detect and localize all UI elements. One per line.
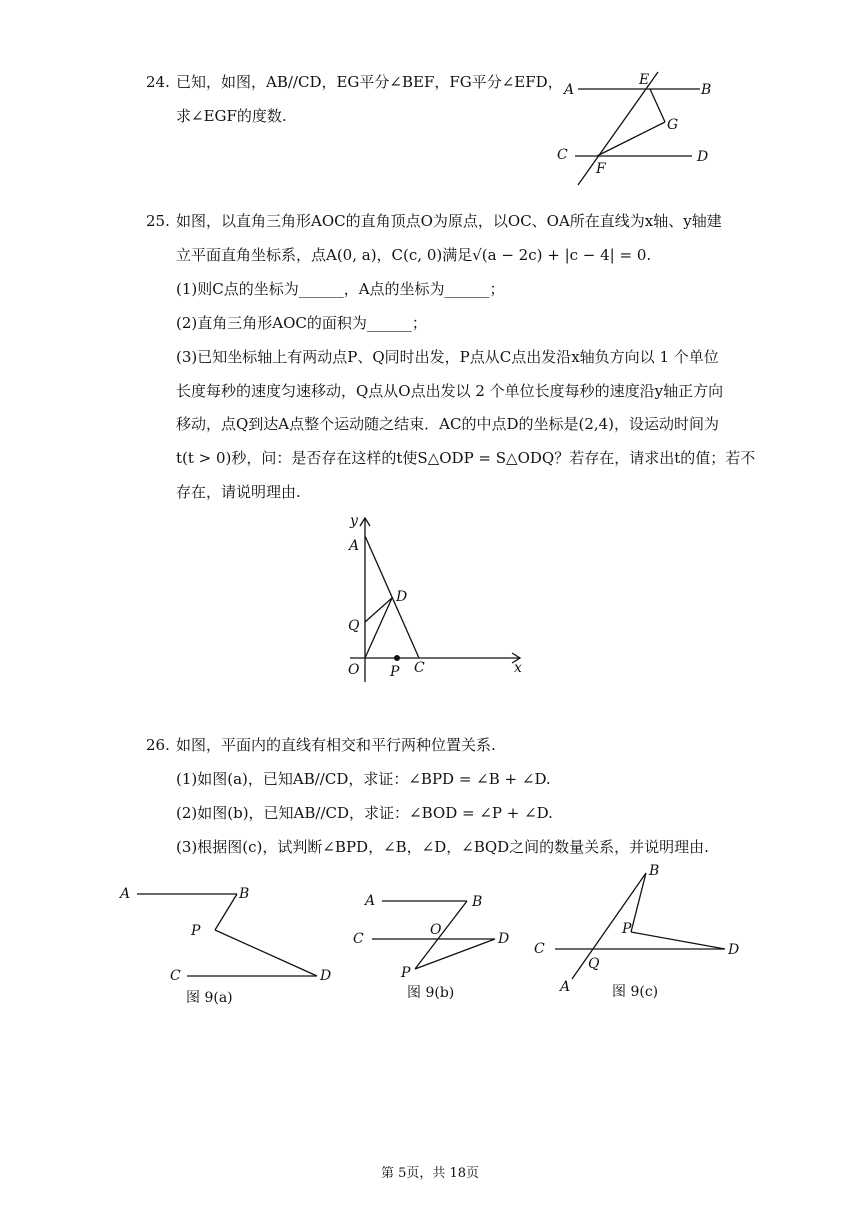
fig9b-caption: 图 9(b): [407, 985, 455, 1001]
fig9b-label-B: B: [472, 894, 483, 910]
fig9c-caption: 图 9(c): [612, 984, 659, 1000]
fig9a-label-B: B: [239, 886, 250, 902]
q26-number: 26.: [146, 736, 170, 754]
q26-part3: (3)根据图(c)，试判断∠BPD，∠B，∠D，∠BQD之间的数量关系，并说明理由.: [176, 838, 709, 856]
fig24-label-D: D: [697, 149, 709, 165]
q25-part3-line4: t(t > 0)秒，问：是否存在这样的t使S△ODP = S△ODQ？若存在，请求出t的值；若不: [176, 449, 756, 467]
fig9c-label-Q: Q: [588, 956, 600, 972]
fig25-label-D: D: [396, 589, 408, 605]
fig9b-label-C: C: [353, 931, 364, 947]
fig9a-label-A: A: [120, 886, 131, 902]
q26-part2: (2)如图(b)，已知AB//CD，求证：∠BOD = ∠P + ∠D.: [176, 804, 553, 822]
figure-24: [550, 70, 720, 190]
fig9c-label-C: C: [534, 941, 545, 957]
q25-line2: 立平面直角坐标系，点A(0, a)，C(c, 0)满足√(a − 2c) + |c − 4| = 0.: [176, 246, 652, 264]
fig24-label-A: A: [564, 82, 575, 98]
fig25-label-y: y: [350, 513, 358, 529]
fig9a-label-P: P: [191, 923, 201, 939]
q25-part3-line2: 长度每秒的速度匀速移动，Q点从O点出发以 2 个单位长度每秒的速度沿y轴正方向: [176, 382, 724, 400]
fig24-label-F: F: [596, 161, 606, 177]
q25-part3-line3: 移动，点Q到达A点整个运动随之结束．AC的中点D的坐标是(2,4)，设运动时间为: [176, 415, 720, 433]
fig25-label-O: O: [348, 662, 360, 678]
q24-line2: 求∠EGF的度数.: [176, 107, 287, 125]
fig9c-label-P: P: [622, 921, 632, 937]
fig9a-caption: 图 9(a): [186, 990, 233, 1006]
fig25-label-C: C: [414, 660, 425, 676]
fig9b-label-P: P: [401, 965, 411, 981]
fig9a-label-D: D: [320, 968, 332, 984]
fig24-label-B: B: [701, 82, 712, 98]
q24-line1: 已知，如图，AB//CD，EG平分∠BEF，FG平分∠EFD，: [176, 73, 563, 91]
fig9b-label-O: O: [430, 922, 442, 938]
fig9c-label-D: D: [728, 942, 740, 958]
figure-9c: [530, 855, 745, 1005]
q25-part1: (1)则C点的坐标为______，A点的坐标为______；: [176, 280, 505, 298]
q25-line1: 如图，以直角三角形AOC的直角顶点O为原点，以OC、OA所在直线为x轴、y轴建: [176, 212, 722, 230]
q25-part3-line1: (3)已知坐标轴上有两动点P、Q同时出发，P点从C点出发沿x轴负方向以 1 个单位: [176, 348, 719, 366]
fig24-label-G: G: [667, 117, 679, 133]
figure-9b: [350, 885, 525, 1010]
q24-number: 24.: [146, 73, 170, 91]
fig9c-label-B: B: [649, 863, 660, 879]
figure-9a: [115, 880, 345, 1010]
fig24-label-E: E: [639, 72, 650, 88]
q26-part1: (1)如图(a)，已知AB//CD，求证：∠BPD = ∠B + ∠D.: [176, 770, 551, 788]
q25-part2: (2)直角三角形AOC的面积为______；: [176, 314, 427, 332]
q25-part3-line5: 存在，请说明理由.: [176, 483, 301, 501]
fig9a-label-C: C: [170, 968, 181, 984]
fig25-label-A: A: [349, 538, 360, 554]
page-footer: 第 5页，共 18页: [380, 1166, 480, 1181]
fig25-label-P: P: [390, 664, 400, 680]
figure-25: [340, 512, 530, 682]
q25-number: 25.: [146, 212, 170, 230]
fig9c-label-A: A: [560, 979, 571, 995]
q26-line1: 如图，平面内的直线有相交和平行两种位置关系.: [176, 736, 496, 754]
fig9b-label-A: A: [365, 893, 376, 909]
fig25-label-x: x: [514, 660, 522, 676]
fig9b-label-D: D: [498, 931, 510, 947]
fig25-label-Q: Q: [348, 618, 360, 634]
fig24-label-C: C: [557, 147, 568, 163]
